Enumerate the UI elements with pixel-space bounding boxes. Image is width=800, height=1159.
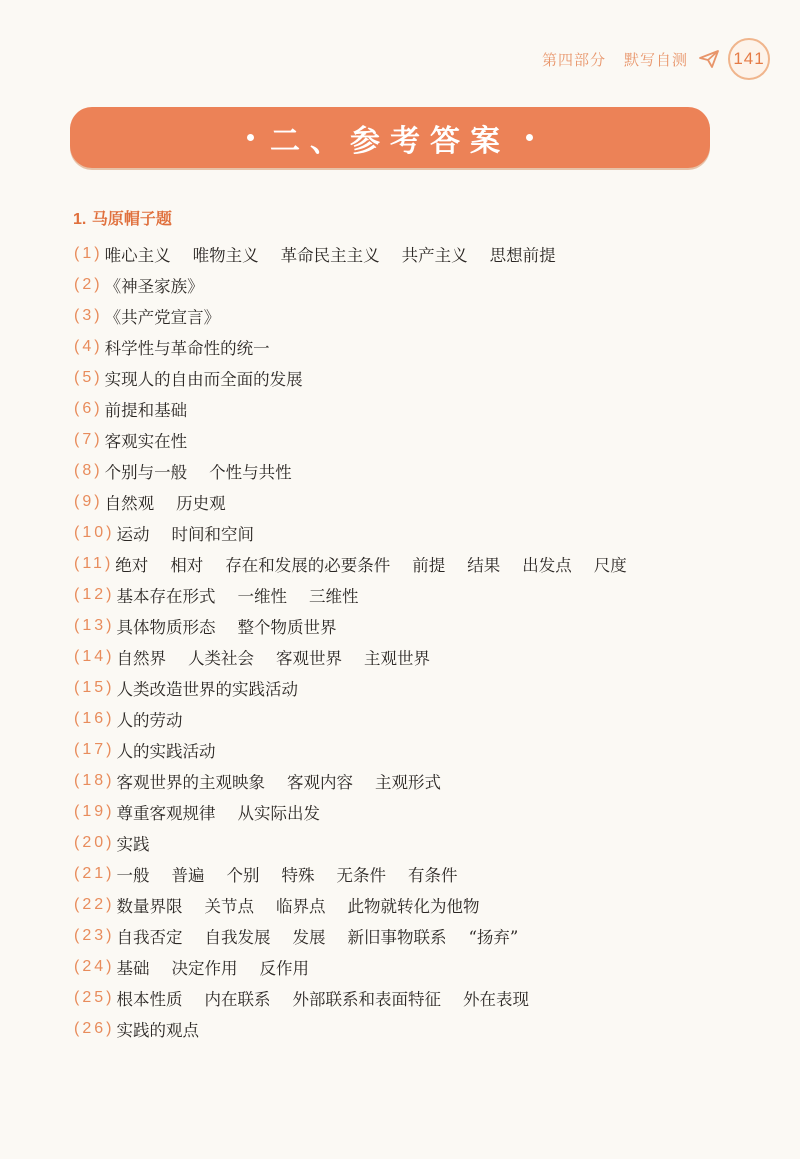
answer-item: 外在表现 bbox=[462, 989, 529, 1009]
answer-item: 客观内容 bbox=[286, 772, 353, 792]
answer-row bbox=[74, 424, 754, 455]
answer-number: (17) bbox=[74, 740, 115, 758]
answer-number: (22) bbox=[74, 895, 115, 913]
answer-row bbox=[74, 486, 754, 517]
answer-number: (11) bbox=[74, 554, 114, 572]
answer-text bbox=[105, 397, 188, 421]
answer-item: 实现人的自由而全面的发展 bbox=[104, 369, 303, 389]
answer-text bbox=[116, 583, 358, 607]
answer-item: 人的劳动 bbox=[116, 710, 183, 730]
answer-item: 此物就转化为他物 bbox=[347, 896, 480, 916]
answer-row bbox=[74, 610, 754, 641]
answer-text bbox=[116, 521, 254, 545]
answer-item: 主观形式 bbox=[374, 772, 441, 792]
answer-text bbox=[105, 428, 188, 452]
answer-row bbox=[74, 517, 754, 548]
answer-number: (20) bbox=[74, 833, 115, 851]
answer-item: 基本存在形式 bbox=[116, 586, 216, 606]
answer-item: 存在和发展的必要条件 bbox=[225, 555, 391, 575]
answer-item: 无条件 bbox=[336, 865, 386, 885]
answer-text bbox=[116, 986, 529, 1010]
answer-text bbox=[116, 893, 479, 917]
answer-row bbox=[74, 889, 754, 920]
answer-item: 客观实在性 bbox=[104, 431, 188, 451]
answer-item: 客观世界 bbox=[275, 648, 342, 668]
answer-text bbox=[116, 707, 182, 731]
answer-row bbox=[74, 796, 754, 827]
answer-item: 革命民主主义 bbox=[280, 245, 380, 265]
answer-item: 发展 bbox=[292, 927, 326, 947]
answer-item: 自我否定 bbox=[116, 927, 183, 947]
section-title: 马原帽子题 bbox=[91, 209, 172, 228]
answer-row bbox=[74, 579, 754, 610]
answer-text bbox=[116, 862, 457, 886]
answer-number: (19) bbox=[74, 802, 115, 820]
answer-item: 外部联系和表面特征 bbox=[292, 989, 441, 1009]
part-label: 第四部分 bbox=[541, 50, 606, 69]
answer-number: (25) bbox=[74, 988, 115, 1006]
answer-row bbox=[74, 734, 754, 765]
answer-item: 内在联系 bbox=[204, 989, 271, 1009]
answer-row bbox=[74, 703, 754, 734]
answer-text bbox=[105, 304, 221, 328]
answer-item: 决定作用 bbox=[171, 958, 238, 978]
answer-item: 个别与一般 bbox=[104, 462, 188, 482]
answer-item: 思想前提 bbox=[489, 245, 556, 265]
answer-number: (1) bbox=[74, 244, 103, 262]
answer-number: (12) bbox=[74, 585, 115, 603]
answer-item: 有条件 bbox=[407, 865, 458, 885]
answer-row bbox=[74, 300, 754, 331]
answer-number: (6) bbox=[74, 399, 103, 417]
answer-text bbox=[105, 366, 303, 390]
answer-item: 唯心主义 bbox=[104, 245, 171, 265]
answer-item: 普遍 bbox=[171, 865, 205, 885]
answer-item: 个别 bbox=[226, 865, 260, 885]
answer-item: 从实际出发 bbox=[237, 803, 320, 823]
answer-row bbox=[74, 827, 754, 858]
answer-item: 前提 bbox=[412, 555, 446, 575]
answer-item: 《神圣家族》 bbox=[104, 276, 204, 296]
answer-row bbox=[74, 951, 754, 982]
answer-item: 人类社会 bbox=[187, 648, 254, 668]
answer-item: 关节点 bbox=[204, 896, 254, 916]
answer-number: (14) bbox=[74, 647, 115, 665]
answer-text bbox=[116, 924, 518, 948]
answer-text bbox=[116, 1017, 199, 1041]
answer-text bbox=[116, 676, 298, 700]
paper-plane-icon bbox=[698, 49, 720, 69]
answer-number: (2) bbox=[74, 275, 103, 293]
answer-number: (15) bbox=[74, 678, 115, 696]
answer-item: 历史观 bbox=[176, 493, 226, 513]
answer-item: 相对 bbox=[170, 555, 204, 575]
answer-item: 共产主义 bbox=[401, 245, 468, 265]
answer-number: (21) bbox=[74, 864, 115, 882]
answer-row bbox=[74, 672, 754, 703]
answer-text bbox=[105, 459, 292, 483]
answer-item: 特殊 bbox=[281, 865, 315, 885]
answer-row bbox=[74, 362, 754, 393]
answer-number: (4) bbox=[74, 337, 103, 355]
answer-row bbox=[74, 920, 754, 951]
section-heading bbox=[73, 206, 172, 229]
answer-text bbox=[105, 490, 226, 514]
answer-number: (16) bbox=[74, 709, 115, 727]
answer-row bbox=[74, 393, 754, 424]
section-banner bbox=[70, 107, 710, 168]
bullet-dot-icon bbox=[247, 134, 254, 141]
answer-item: 唯物主义 bbox=[192, 245, 259, 265]
section-label: 默写自测 bbox=[623, 50, 688, 69]
answer-text bbox=[116, 831, 149, 855]
answer-text bbox=[116, 769, 441, 793]
answer-number: (5) bbox=[74, 368, 103, 386]
answer-item: 个性与共性 bbox=[209, 462, 292, 482]
bullet-dot-icon bbox=[526, 134, 533, 141]
answer-text bbox=[116, 614, 336, 638]
answer-item: 一维性 bbox=[237, 586, 287, 606]
answer-number: (8) bbox=[74, 461, 103, 479]
answer-item: 尺度 bbox=[593, 555, 627, 575]
answer-text bbox=[105, 335, 270, 359]
answer-item: 自然观 bbox=[104, 493, 155, 513]
answer-number: (10) bbox=[74, 523, 115, 541]
answer-text bbox=[115, 552, 627, 576]
answer-item: 基础 bbox=[116, 958, 150, 978]
answer-item: 整个物质世界 bbox=[237, 617, 337, 637]
answer-item: 实践 bbox=[116, 834, 150, 854]
answer-text bbox=[116, 645, 430, 669]
answer-number: (3) bbox=[74, 306, 103, 324]
answer-row bbox=[74, 1013, 754, 1044]
answer-item: 结果 bbox=[467, 555, 501, 575]
answer-item: 人的实践活动 bbox=[116, 741, 216, 761]
answer-number: (23) bbox=[74, 926, 115, 944]
answer-item: 实践的观点 bbox=[116, 1020, 199, 1040]
answer-number: (9) bbox=[74, 492, 103, 510]
answer-number: (26) bbox=[74, 1019, 115, 1037]
answer-number: (24) bbox=[74, 957, 115, 975]
answer-number: (7) bbox=[74, 430, 103, 448]
answer-item: 自然界 bbox=[116, 648, 166, 668]
answer-number: (18) bbox=[74, 771, 115, 789]
answer-item: 出发点 bbox=[522, 555, 572, 575]
answer-item: 时间和空间 bbox=[171, 524, 254, 544]
answer-item: 临界点 bbox=[275, 896, 326, 916]
banner-title: 二、参考答案 bbox=[270, 123, 510, 159]
answer-row bbox=[74, 548, 754, 579]
answer-item: 根本性质 bbox=[116, 989, 183, 1009]
answer-item: 具体物质形态 bbox=[116, 617, 216, 637]
answer-row bbox=[74, 858, 754, 889]
answer-item: 一般 bbox=[116, 865, 150, 885]
answer-item: 人类改造世界的实践活动 bbox=[116, 679, 298, 699]
answer-text bbox=[116, 738, 215, 762]
answer-text bbox=[105, 273, 204, 297]
answer-item: 反作用 bbox=[259, 958, 309, 978]
answer-number: (13) bbox=[74, 616, 115, 634]
answer-list bbox=[74, 238, 754, 1044]
answer-row bbox=[74, 269, 754, 300]
page-number: 141 bbox=[728, 38, 770, 80]
answer-row bbox=[74, 331, 754, 362]
answer-item: 《共产党宣言》 bbox=[104, 307, 221, 327]
answer-text bbox=[116, 955, 309, 979]
answer-row bbox=[74, 641, 754, 672]
answer-item: 客观世界的主观映象 bbox=[116, 772, 265, 792]
answer-text bbox=[105, 242, 556, 266]
page-header bbox=[542, 38, 770, 80]
answer-row bbox=[74, 238, 754, 269]
answer-item: 运动 bbox=[116, 524, 150, 544]
answer-row bbox=[74, 765, 754, 796]
section-number: 1. bbox=[73, 211, 87, 228]
answer-item: 主观世界 bbox=[363, 648, 430, 668]
answer-item: 数量界限 bbox=[116, 896, 183, 916]
answer-row bbox=[74, 455, 754, 486]
answer-item: 前提和基础 bbox=[104, 400, 188, 420]
answer-item: 新旧事物联系 bbox=[347, 927, 447, 947]
answer-text bbox=[116, 800, 320, 824]
answer-item: “扬弃” bbox=[468, 927, 519, 947]
answer-row bbox=[74, 982, 754, 1013]
answer-item: 三维性 bbox=[308, 586, 359, 606]
answer-item: 自我发展 bbox=[204, 927, 271, 947]
answer-item: 科学性与革命性的统一 bbox=[104, 338, 270, 358]
answer-item: 绝对 bbox=[115, 555, 149, 575]
answer-item: 尊重客观规律 bbox=[116, 803, 216, 823]
